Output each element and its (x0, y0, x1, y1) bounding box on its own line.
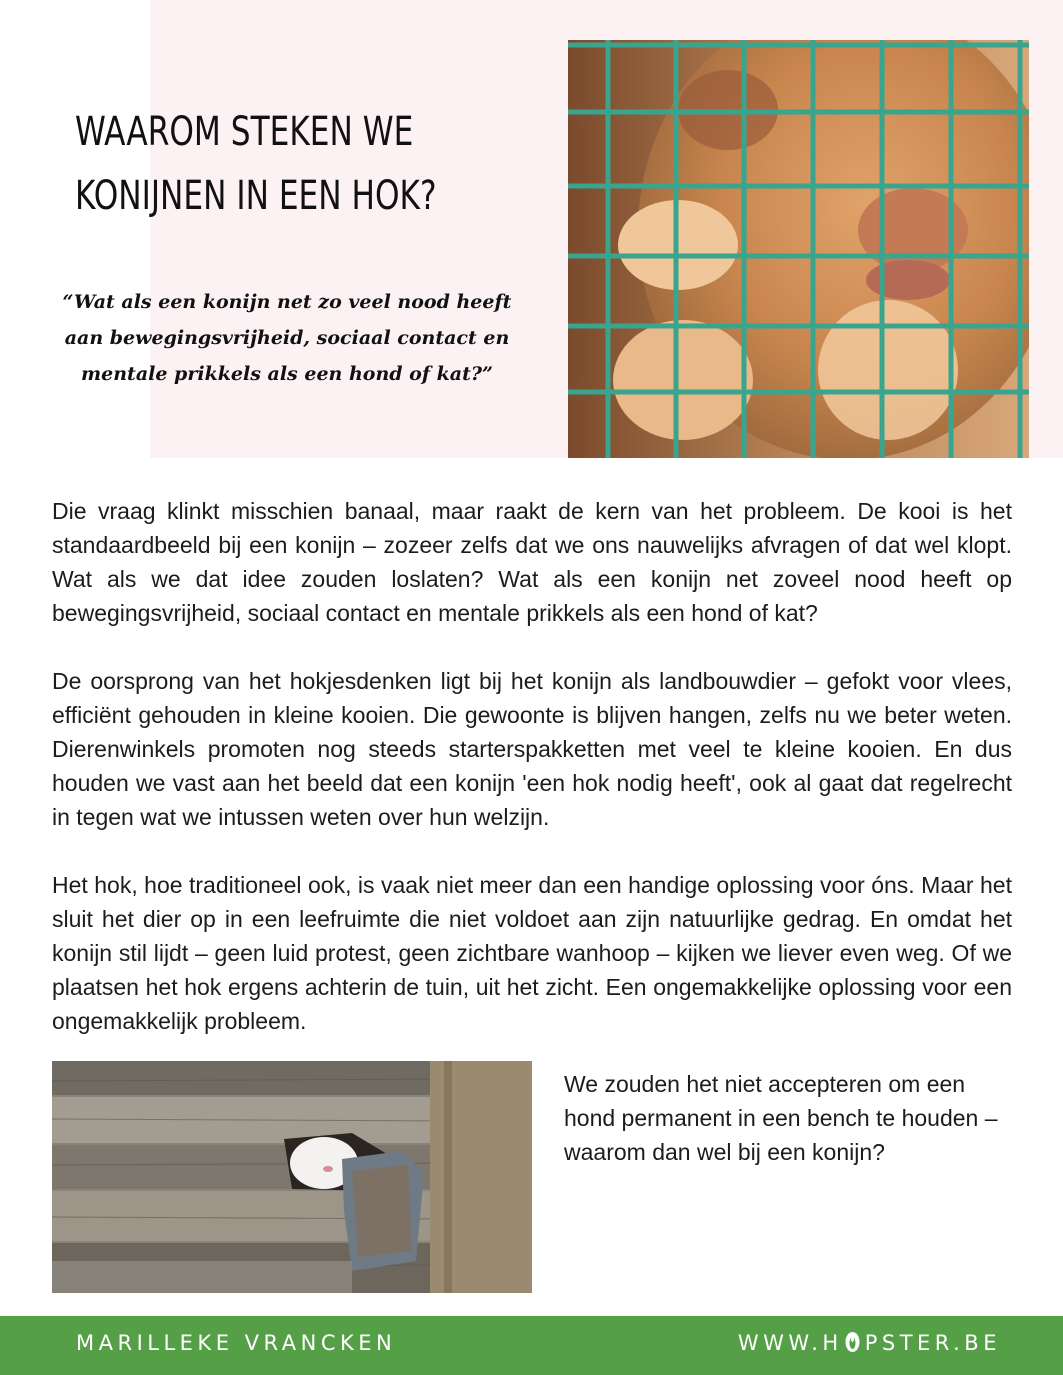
rabbit-logo-icon (844, 1331, 861, 1353)
rabbit-in-wooden-hutch-photo (52, 1061, 532, 1293)
website-prefix: WWW.H (737, 1331, 843, 1355)
pull-quote: “Wat als een konijn net zo veel nood heeft aan bewegingsvrijheid, sociaal contact en mentale prikkels als een hond of kat?” (62, 291, 512, 385)
website-link[interactable] (738, 1331, 1001, 1355)
side-callout-text: We zouden het niet accepteren om een hond permanent in een bench te houden – waarom dan wel bij een konijn? (564, 1071, 998, 1165)
paragraph-1: Die vraag klinkt misschien banaal, maar raakt de kern van het probleem. De kooi is het standaardbeeld bij een konijn – zozeer zelfs dat we ons nauwelijks afvragen of dat wel klopt. Wat als we dat idee zouden loslaten? Wat als een konijn net zoveel nood heeft op bewegingsvrijheid, sociaal contact en mentale prikkels als een hond of kat? (52, 498, 1012, 626)
website-suffix: PSTER.BE (864, 1331, 1001, 1355)
title-line-1: WAAROM STEKEN WE (75, 109, 414, 155)
page-title (75, 100, 449, 228)
paragraph-2: De oorsprong van het hokjesdenken ligt bij het konijn als landbouwdier – gefokt voor vlees, efficiënt gehouden in kleine kooien. Die gewoonte is blijven hangen, zelfs nu we beter weten. Dierenwinkels promoten nog steeds starterspakketten met veel te kleine kooien. En dus houden we vast aan het beeld dat een konijn 'een hok nodig heeft', ook al gaat dat regelrecht in tegen wat we intussen weten over hun welzijn. (52, 668, 1012, 830)
title-line-2: KONIJNEN IN EEN HOK? (75, 173, 437, 219)
footer-bar (0, 1316, 1063, 1375)
author-name: MARILLEKE VRANCKEN (76, 1331, 397, 1355)
paragraph-3: Het hok, hoe traditioneel ook, is vaak niet meer dan een handige oplossing voor óns. Maar het sluit het dier op in een leefruimte die niet voldoet aan zijn natuurlijke gedrag. En omdat het konijn stil lijdt – geen luid protest, geen zichtbare wanhoop – kijken we liever even weg. Of we plaatsen het hok ergens achterin de tuin, uit het zicht. Een ongemakkelijke oplossing voor een ongemakkelijk probleem. (52, 872, 1012, 1034)
article-body (52, 494, 1012, 1072)
rabbit-in-cage-photo (568, 40, 1029, 458)
